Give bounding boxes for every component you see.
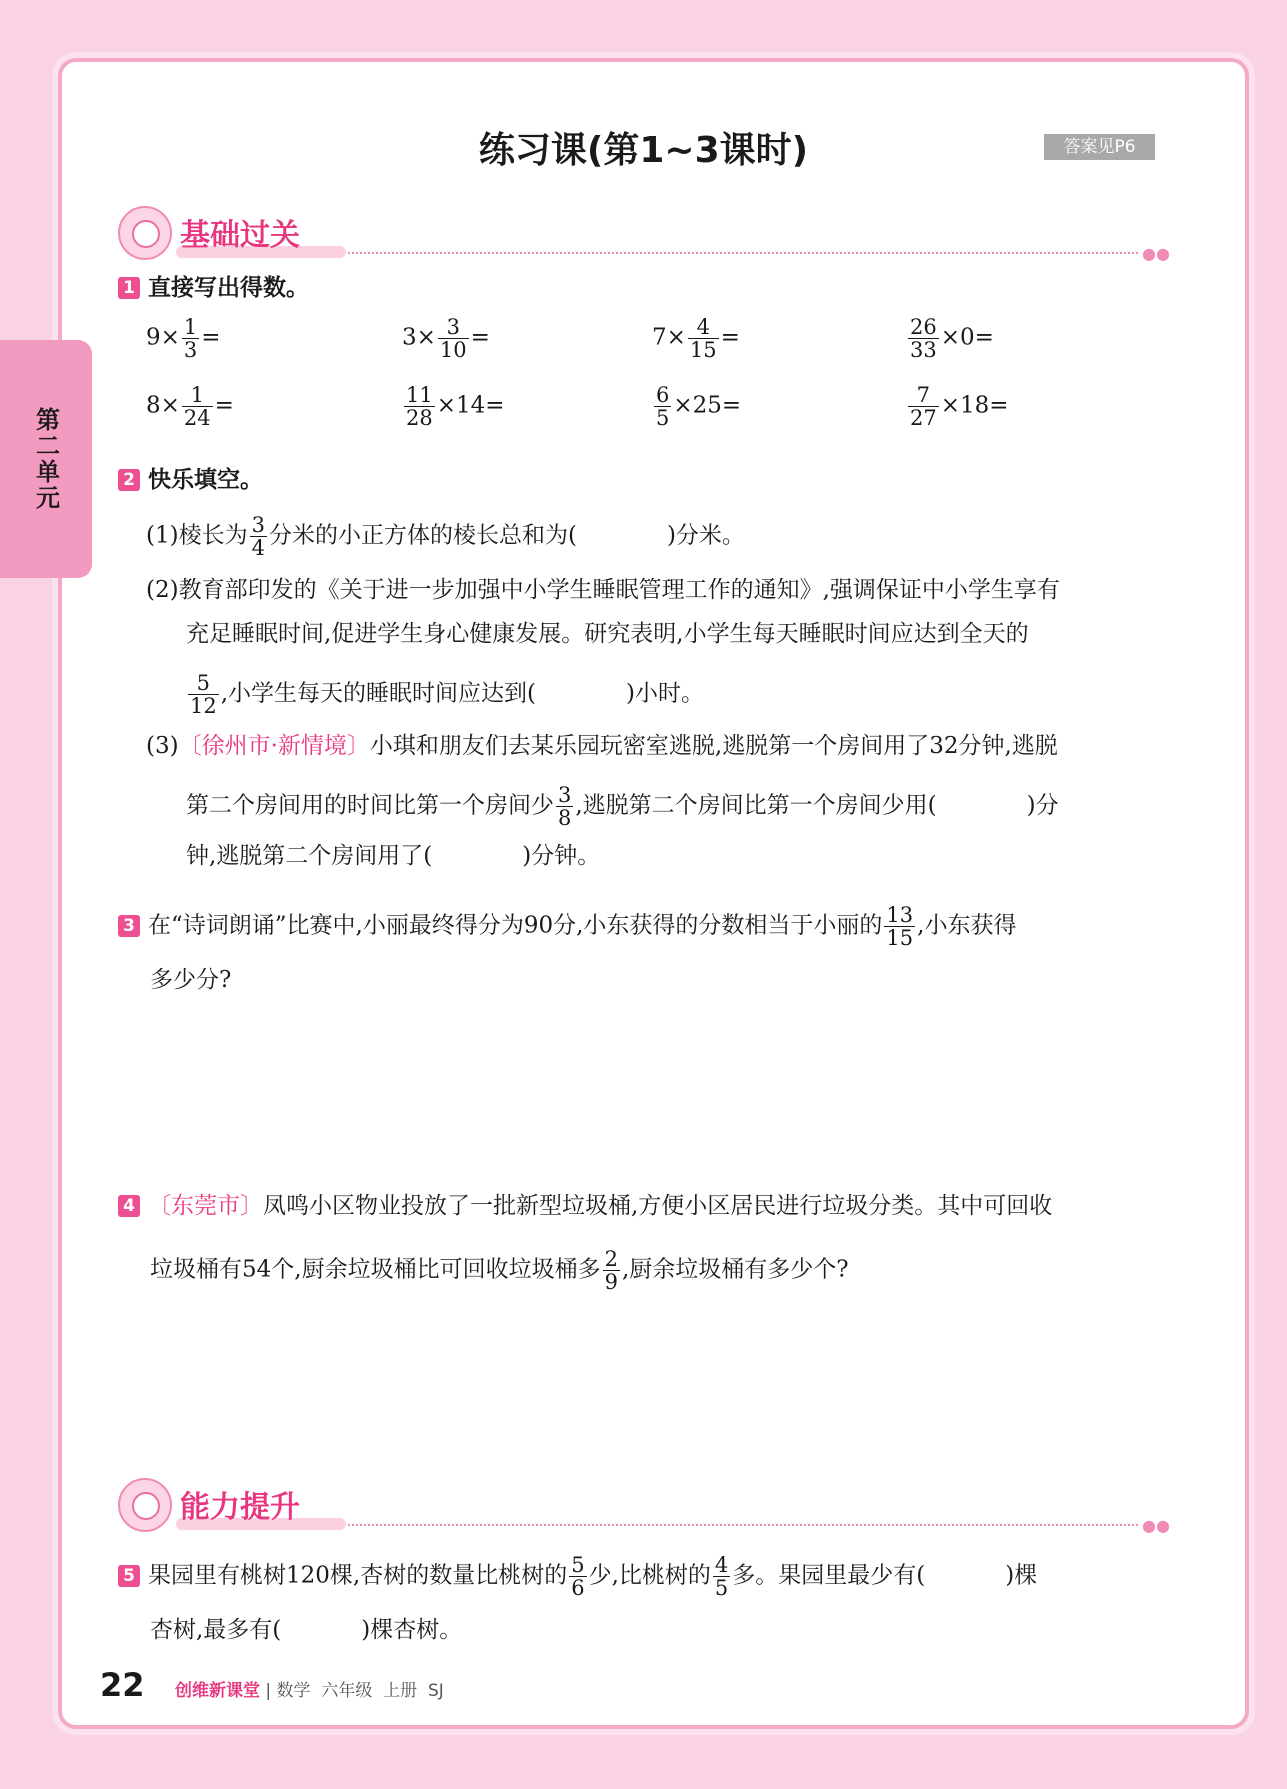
question-number-badge: 3: [118, 915, 140, 937]
brand-name: 创维新课堂: [175, 1681, 260, 1701]
question-number-badge: 4: [118, 1195, 140, 1217]
question-1-heading: [118, 272, 309, 304]
source-tag: 〔东莞市〕: [148, 1193, 263, 1219]
footer-edition: SJ: [427, 1681, 444, 1701]
q2-part-3-line-2: 第二个房间用的时间比第一个房间少 $\frac{3}{8}$ ,逃脱第二个房间比第一个房间少用( )分: [186, 783, 1059, 831]
unit-side-tab: [0, 340, 92, 578]
question-5-line-1: 5 果园里有桃树120棵,杏树的数量比桃树的 $\frac{5}{6}$ 少,比桃树的 $\frac{4}{5}$ 多。果园里最少有( )棵: [118, 1554, 1037, 1599]
q2-part-2-line-1: (2)教育部印发的《关于进一步加强中小学生睡眠管理工作的通知》,强调保证中小学生享有: [146, 577, 1060, 603]
section-header-advanced: [118, 1478, 1170, 1535]
q2-part-1: (1)棱长为 $\frac{3}{4}$ 分米的小正方体的棱长总和为( )分米。: [146, 513, 745, 561]
answer-reference-badge: 答案见P6: [1044, 134, 1155, 160]
question-3-line-1: 3 在“诗词朗诵”比赛中,小丽最终得分为90分,小东获得的分数相当于小丽的 $\frac{13}{15}$ ,小东获得: [118, 904, 1016, 949]
footer-volume: 上册: [383, 1681, 418, 1701]
section-title-advanced: 能力提升: [180, 1490, 300, 1525]
question-number-badge: 2: [118, 469, 140, 491]
q2-part-3-line-1: (3)〔徐州市·新情境〕小琪和朋友们去某乐园玩密室逃脱,逃脱第一个房间用了32分钟,逃脱: [146, 733, 1058, 759]
q1-expression-7: $\frac{6}{5}$ ×25=: [656, 383, 742, 431]
question-number-badge: 5: [118, 1565, 140, 1587]
q1-expression-5: 8× $\frac{1}{24}$ =: [146, 383, 234, 431]
question-3-line-2: 多少分?: [150, 967, 232, 993]
q1-expression-8: $\frac{7}{27}$ ×18=: [910, 383, 1009, 431]
section-title-basic: 基础过关: [180, 218, 300, 253]
q2-part-2-line-3: $\frac{5}{12}$ ,小学生每天的睡眠时间应达到( )小时。: [190, 671, 705, 719]
mascot-icon: [118, 1478, 172, 1532]
section-divider: [348, 1524, 1138, 1526]
question-number-badge: 1: [118, 277, 140, 299]
q1-expression-1: 9× $\frac{1}{3}$ =: [146, 315, 221, 363]
page-title: 练习课(第1~3课时): [478, 130, 809, 171]
question-text: 直接写出得数。: [148, 275, 309, 301]
question-2-heading: [118, 464, 263, 496]
q2-part-3-line-3: 钟,逃脱第二个房间用了( )分钟。: [186, 843, 601, 869]
q3-answer-area[interactable]: [150, 1000, 1150, 1180]
section-divider: [348, 252, 1138, 254]
page-number: 22: [100, 1666, 145, 1704]
mascot-icon: [118, 206, 172, 260]
question-4-line-2: 垃圾桶有54个,厨余垃圾桶比可回收垃圾桶多 $\frac{2}{9}$ ,厨余垃圾桶有多少个?: [150, 1247, 849, 1295]
question-5-line-2: 杏树,最多有( )棵杏树。: [150, 1617, 463, 1643]
q1-expression-4: $\frac{26}{33}$ ×0=: [910, 315, 994, 363]
footer-grade: 六年级: [321, 1681, 373, 1701]
q1-expression-6: $\frac{11}{28}$ ×14=: [406, 383, 505, 431]
source-tag: 〔徐州市·新情境〕: [178, 733, 370, 759]
decorative-dots-icon: ●●: [1142, 1516, 1170, 1535]
unit-side-tab-label: 第二单元: [31, 407, 60, 511]
footer-subject: 数学: [276, 1681, 311, 1701]
q1-expression-3: 7× $\frac{4}{15}$ =: [652, 315, 740, 363]
question-4-line-1: 4 〔东莞市〕凤鸣小区物业投放了一批新型垃圾桶,方便小区居民进行垃圾分类。其中可回收: [118, 1190, 1052, 1222]
q4-answer-area[interactable]: [150, 1300, 1150, 1460]
section-header-basic: [118, 206, 1170, 263]
decorative-dots-icon: ●●: [1142, 244, 1170, 263]
q1-expression-2: 3× $\frac{3}{10}$ =: [402, 315, 490, 363]
q2-part-2-line-2: 充足睡眠时间,促进学生身心健康发展。研究表明,小学生每天睡眠时间应达到全天的: [186, 621, 1029, 647]
question-text: 快乐填空。: [148, 467, 263, 493]
footer-info: [175, 1676, 444, 1701]
footer-separator: |: [265, 1681, 277, 1701]
